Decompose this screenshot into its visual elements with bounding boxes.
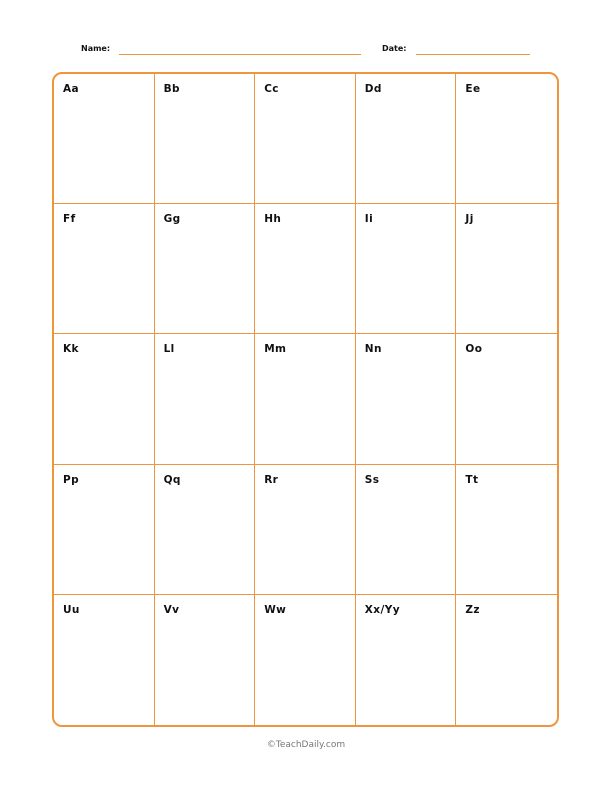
letter-label: Oo [465, 343, 483, 356]
date-label: Date: [382, 44, 407, 53]
letter-label: Gg [163, 213, 181, 226]
letter-label: Jj [465, 213, 474, 226]
letter-label: Kk [63, 343, 79, 356]
letter-cell[interactable] [255, 334, 356, 464]
letter-label: Ff [63, 213, 76, 226]
letter-label: Ll [163, 343, 175, 356]
letter-label: Cc [264, 83, 279, 95]
letter-cell[interactable] [356, 465, 457, 595]
letter-cell[interactable] [54, 334, 155, 464]
letter-label: Mm [264, 343, 287, 356]
alphabet-grid [52, 72, 559, 727]
letter-cell[interactable] [255, 74, 356, 204]
letter-label: Bb [163, 83, 180, 95]
letter-cell[interactable] [255, 595, 356, 725]
letter-label: Ss [364, 473, 380, 486]
letter-cell[interactable] [155, 334, 256, 464]
letter-cell[interactable] [255, 204, 356, 334]
letter-label: Qq [163, 473, 181, 486]
letter-label: Rr [264, 473, 279, 486]
letter-label: Nn [364, 343, 382, 356]
letter-cell[interactable] [54, 465, 155, 595]
name-field-line[interactable] [119, 54, 361, 55]
letter-label: Dd [364, 83, 382, 95]
letter-cell[interactable] [456, 595, 557, 725]
letter-cell[interactable] [356, 74, 457, 204]
letter-cell[interactable] [456, 334, 557, 464]
letter-label: Ww [264, 603, 287, 616]
letter-cell[interactable] [155, 595, 256, 725]
letter-cell[interactable] [356, 595, 457, 725]
letter-cell[interactable] [155, 465, 256, 595]
letter-cell[interactable] [155, 74, 256, 204]
letter-cell[interactable] [54, 204, 155, 334]
letter-cell[interactable] [456, 465, 557, 595]
letter-cell[interactable] [356, 204, 457, 334]
name-label: Name: [81, 44, 111, 53]
letter-label: Uu [63, 603, 80, 616]
letter-label: Ee [465, 83, 481, 95]
letter-label: Aa [63, 83, 80, 95]
date-field-line[interactable] [416, 54, 530, 55]
letter-cell[interactable] [54, 595, 155, 725]
letter-cell[interactable] [54, 74, 155, 204]
letter-label: Pp [63, 473, 80, 486]
letter-label: Tt [465, 473, 479, 486]
letter-cell[interactable] [456, 204, 557, 334]
letter-label: Ii [364, 213, 374, 226]
letter-label: Hh [264, 213, 282, 226]
letter-cell[interactable] [155, 204, 256, 334]
letter-label: Xx/Yy [364, 603, 400, 616]
footer-copyright: ©TeachDaily.com [266, 740, 346, 750]
letter-label: Zz [465, 603, 480, 616]
letter-cell[interactable] [255, 465, 356, 595]
letter-label: Vv [163, 603, 180, 616]
letter-cell[interactable] [456, 74, 557, 204]
letter-cell[interactable] [356, 334, 457, 464]
